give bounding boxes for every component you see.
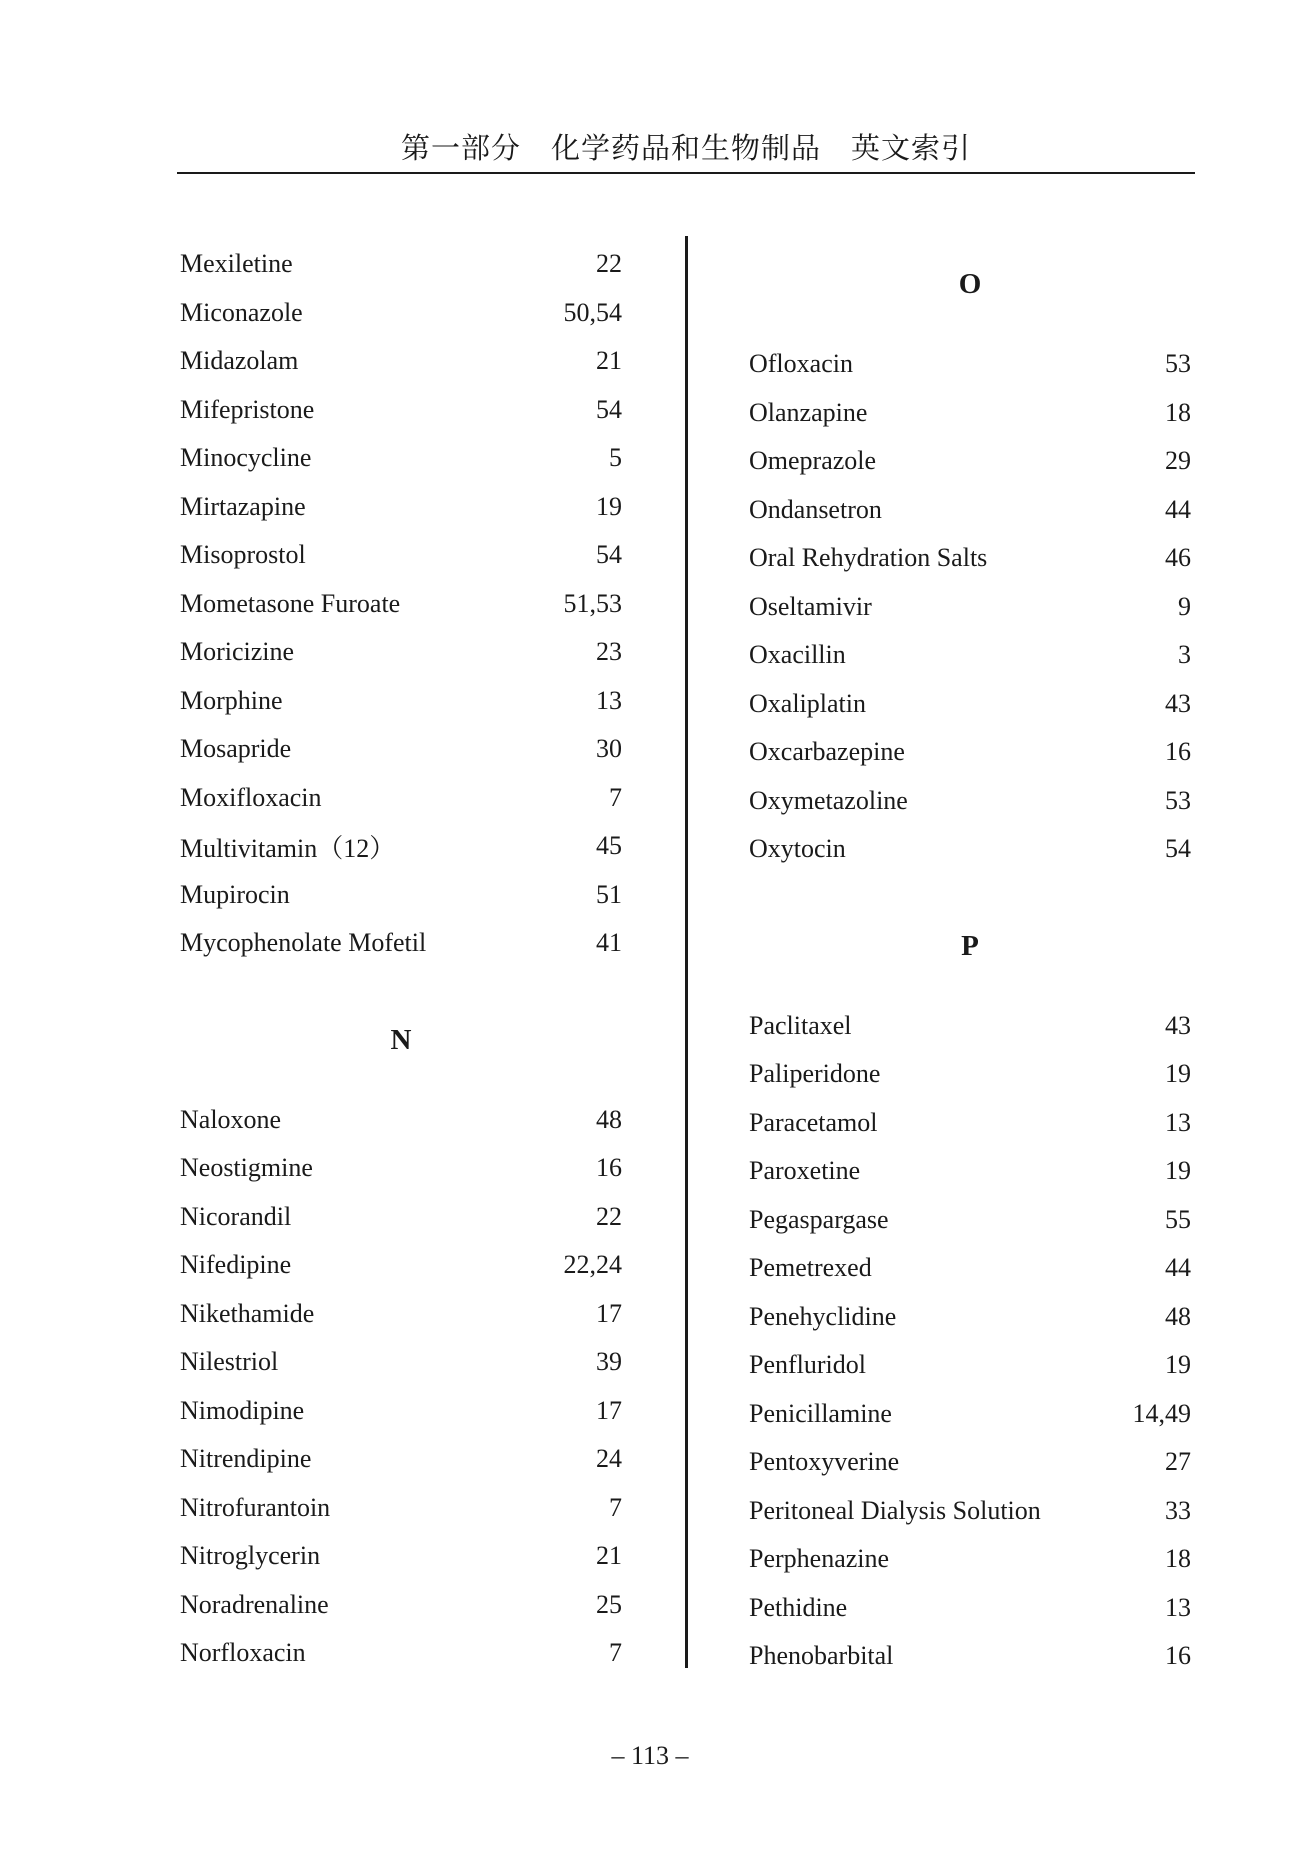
index-page-ref: 46 <box>1165 543 1191 573</box>
index-entry <box>180 1290 622 1339</box>
index-page-ref: 44 <box>1165 1253 1191 1283</box>
index-entry <box>180 1435 622 1484</box>
index-page-ref: 17 <box>596 1395 622 1425</box>
index-term: Minocycline <box>180 443 312 473</box>
index-term: Penfluridol <box>749 1350 866 1380</box>
index-term: Mupirocin <box>180 879 290 909</box>
index-term: Pethidine <box>749 1592 848 1622</box>
index-entry <box>749 1632 1191 1681</box>
index-entry <box>749 777 1191 826</box>
index-entry <box>749 1002 1191 1051</box>
index-term: Penicillamine <box>749 1398 892 1428</box>
index-term: Mosapride <box>180 734 292 764</box>
index-entry <box>180 1241 622 1290</box>
index-term: Nimodipine <box>180 1395 305 1425</box>
index-entry <box>749 1099 1191 1148</box>
index-page-ref: 16 <box>596 1153 622 1183</box>
index-page-ref: 48 <box>596 1104 622 1134</box>
section-p-entries <box>749 1002 1191 1681</box>
index-page-ref: 19 <box>1165 1350 1191 1380</box>
index-term: Ofloxacin <box>749 349 853 379</box>
section-o-entries <box>749 340 1191 874</box>
index-term: Oseltamivir <box>749 591 872 621</box>
spacer <box>749 970 1191 1002</box>
index-entry <box>749 631 1191 680</box>
index-entry <box>749 437 1191 486</box>
index-term: Nikethamide <box>180 1298 315 1328</box>
index-page-ref: 51,53 <box>563 588 622 618</box>
index-page-ref: 9 <box>1178 591 1191 621</box>
index-page-ref: 25 <box>596 1589 622 1619</box>
index-term: Mexiletine <box>180 249 293 279</box>
index-entry <box>180 1629 622 1678</box>
index-page-ref: 54 <box>596 540 622 570</box>
index-term: Paclitaxel <box>749 1010 852 1040</box>
index-page-ref: 13 <box>1165 1592 1191 1622</box>
index-term: Norfloxacin <box>180 1638 306 1668</box>
index-entry <box>180 386 622 435</box>
index-entry <box>180 919 622 968</box>
index-term: Pentoxyverine <box>749 1447 900 1477</box>
index-term: Nicorandil <box>180 1201 292 1231</box>
index-entry <box>749 1293 1191 1342</box>
index-term: Oxcarbazepine <box>749 737 905 767</box>
index-entry <box>749 1244 1191 1293</box>
index-entry <box>180 240 622 289</box>
index-term: Neostigmine <box>180 1153 313 1183</box>
index-term: Pemetrexed <box>749 1253 872 1283</box>
index-page-ref: 33 <box>1165 1495 1191 1525</box>
index-term: Perphenazine <box>749 1544 890 1574</box>
index-term: Noradrenaline <box>180 1589 329 1619</box>
section-letter-o: O <box>958 268 982 300</box>
index-term: Mifepristone <box>180 394 315 424</box>
index-term: Multivitamin（12） <box>180 833 396 863</box>
index-term: Nifedipine <box>180 1250 292 1280</box>
index-entry <box>180 1193 622 1242</box>
index-page-ref: 19 <box>596 491 622 521</box>
index-page-ref: 53 <box>1165 349 1191 379</box>
index-entry <box>180 871 622 920</box>
index-page-ref: 7 <box>609 782 622 812</box>
index-term: Nitroglycerin <box>180 1541 321 1571</box>
index-page-ref: 17 <box>596 1298 622 1328</box>
index-term: Pegaspargase <box>749 1204 889 1234</box>
index-term: Ondansetron <box>749 494 882 524</box>
spacer <box>180 1064 622 1096</box>
index-page-ref: 43 <box>1165 688 1191 718</box>
index-page-ref: 5 <box>609 443 622 473</box>
index-entry <box>180 337 622 386</box>
index-term: Mometasone Furoate <box>180 588 401 618</box>
index-page-ref: 22 <box>596 1201 622 1231</box>
index-term: Oxymetazoline <box>749 785 908 815</box>
index-entry <box>749 583 1191 632</box>
index-entry <box>749 1050 1191 1099</box>
index-page-ref: 7 <box>609 1638 622 1668</box>
index-term: Moxifloxacin <box>180 782 322 812</box>
index-entry <box>749 486 1191 535</box>
index-term: Mirtazapine <box>180 491 306 521</box>
index-page-ref: 39 <box>596 1347 622 1377</box>
index-entry <box>749 1584 1191 1633</box>
index-entry <box>749 1341 1191 1390</box>
index-term: Olanzapine <box>749 397 868 427</box>
index-entry <box>180 1096 622 1145</box>
index-page-ref: 45 <box>596 831 622 861</box>
index-page-ref: 51 <box>596 879 622 909</box>
index-page-ref: 21 <box>596 1541 622 1571</box>
index-page-ref: 24 <box>596 1444 622 1474</box>
index-entry <box>749 1147 1191 1196</box>
index-page-ref: 18 <box>1165 397 1191 427</box>
index-entry <box>749 1438 1191 1487</box>
index-page-ref: 16 <box>1165 1641 1191 1671</box>
index-term: Phenobarbital <box>749 1641 894 1671</box>
index-entry <box>180 1144 622 1193</box>
index-entry <box>749 1196 1191 1245</box>
column-divider <box>685 236 688 1668</box>
index-term: Mycophenolate Mofetil <box>180 928 427 958</box>
section-n-entries <box>180 1096 622 1678</box>
index-entry <box>180 725 622 774</box>
index-term: Naloxone <box>180 1104 282 1134</box>
index-entry <box>180 1532 622 1581</box>
index-page-ref: 27 <box>1165 1447 1191 1477</box>
index-term: Peritoneal Dialysis Solution <box>749 1495 1041 1525</box>
index-entry <box>749 825 1191 874</box>
header-rule <box>177 172 1195 174</box>
index-page-ref: 19 <box>1165 1156 1191 1186</box>
index-page-ref: 22,24 <box>563 1250 622 1280</box>
index-term: Paracetamol <box>749 1107 878 1137</box>
index-entry <box>180 434 622 483</box>
index-entry <box>180 531 622 580</box>
section-letter-p: P <box>961 929 979 962</box>
index-term: Morphine <box>180 685 283 715</box>
index-page-ref: 13 <box>1165 1107 1191 1137</box>
index-page-ref: 18 <box>1165 1544 1191 1574</box>
index-page-ref: 29 <box>1165 446 1191 476</box>
index-entry <box>749 680 1191 729</box>
index-page-ref: 54 <box>1165 834 1191 864</box>
index-term: Nitrendipine <box>180 1444 312 1474</box>
page-header-title: 第一部分 化学药品和生物制品 英文索引 <box>400 131 971 165</box>
index-term: Misoprostol <box>180 540 306 570</box>
index-term: Oxacillin <box>749 640 846 670</box>
index-entry <box>180 1338 622 1387</box>
index-entry <box>749 389 1191 438</box>
index-page-ref: 13 <box>596 685 622 715</box>
index-term: Midazolam <box>180 346 299 376</box>
index-page-ref: 53 <box>1165 785 1191 815</box>
index-page-ref: 30 <box>596 734 622 764</box>
index-page-ref: 41 <box>596 928 622 958</box>
index-entry <box>749 1535 1191 1584</box>
index-entry <box>180 822 622 871</box>
index-page-ref: 16 <box>1165 737 1191 767</box>
page-number: – 113 – <box>611 1741 689 1770</box>
index-entry <box>749 340 1191 389</box>
index-entry <box>749 1390 1191 1439</box>
index-term: Paliperidone <box>749 1059 881 1089</box>
index-term: Oxaliplatin <box>749 688 866 718</box>
index-right-column <box>749 260 1191 1681</box>
index-entry <box>180 1581 622 1630</box>
index-term: Oxytocin <box>749 834 846 864</box>
index-page-ref: 48 <box>1165 1301 1191 1331</box>
index-page-ref: 7 <box>609 1492 622 1522</box>
index-term: Paroxetine <box>749 1156 861 1186</box>
index-entry <box>749 728 1191 777</box>
index-page-ref: 54 <box>596 394 622 424</box>
index-page-ref: 50,54 <box>563 297 622 327</box>
index-page-ref: 3 <box>1178 640 1191 670</box>
index-page-ref: 43 <box>1165 1010 1191 1040</box>
index-term: Moricizine <box>180 637 295 667</box>
index-entry <box>180 677 622 726</box>
index-term: Nitrofurantoin <box>180 1492 331 1522</box>
section-m-entries <box>180 240 622 968</box>
index-entry <box>180 1484 622 1533</box>
index-entry <box>180 774 622 823</box>
index-entry <box>180 1387 622 1436</box>
index-entry <box>180 628 622 677</box>
index-page-ref: 22 <box>596 249 622 279</box>
index-entry <box>180 483 622 532</box>
index-page-ref: 19 <box>1165 1059 1191 1089</box>
index-term: Penehyclidine <box>749 1301 897 1331</box>
index-left-column <box>180 240 622 1678</box>
index-page-ref: 21 <box>596 346 622 376</box>
index-entry <box>749 534 1191 583</box>
index-entry <box>180 580 622 629</box>
section-letter-n: N <box>390 1023 412 1056</box>
index-term: Oral Rehydration Salts <box>749 543 988 573</box>
index-entry <box>749 1487 1191 1536</box>
index-term: Miconazole <box>180 297 303 327</box>
index-page-ref: 55 <box>1165 1204 1191 1234</box>
index-page-ref: 44 <box>1165 494 1191 524</box>
index-term: Omeprazole <box>749 446 877 476</box>
index-page-ref: 14,49 <box>1132 1398 1191 1428</box>
index-page-ref: 23 <box>596 637 622 667</box>
spacer <box>749 308 1191 340</box>
index-term: Nilestriol <box>180 1347 279 1377</box>
index-entry <box>180 289 622 338</box>
